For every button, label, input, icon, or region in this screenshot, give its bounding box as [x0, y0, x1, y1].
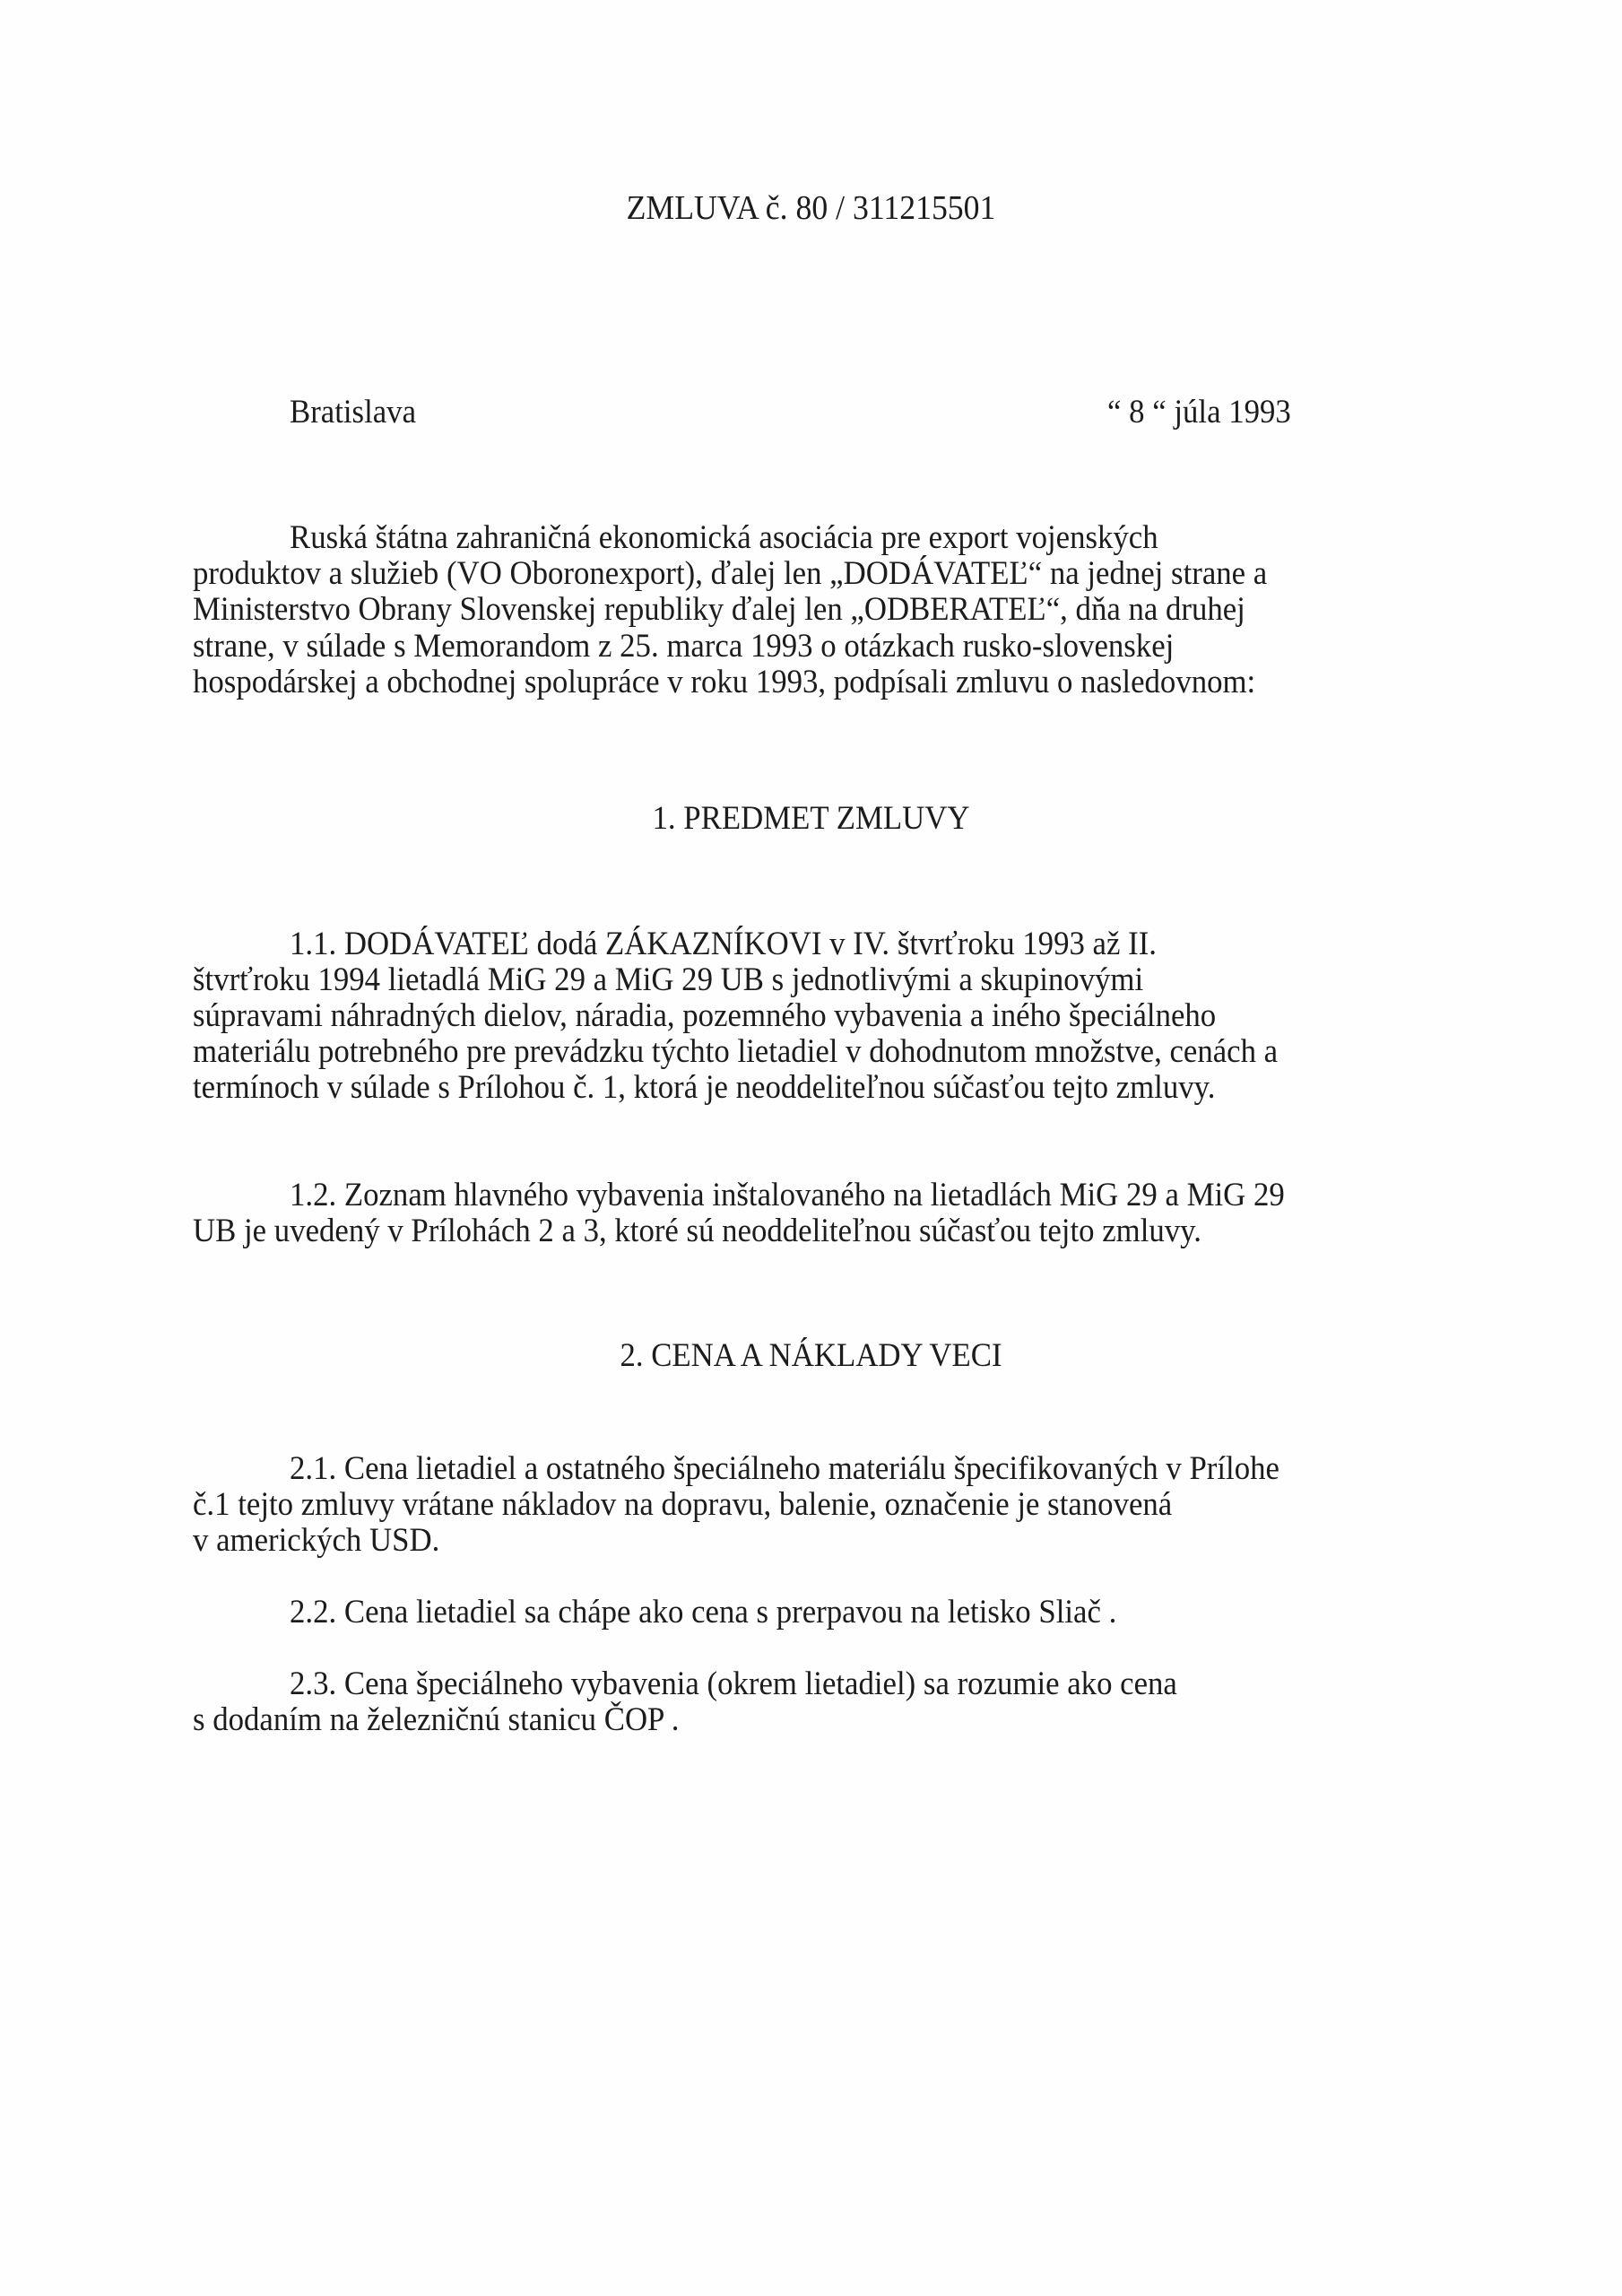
preamble-line: Ministerstvo Obrany Slovenskej republiky ďalej len „ODBERATEĽ“, dňa na druhej — [193, 591, 1245, 628]
clause-line: v amerických USD. — [193, 1522, 440, 1559]
preamble-line: produktov a služieb (VO Oboronexport), ďalej len „DODÁVATEĽ“ na jednej strane a — [193, 555, 1268, 592]
preamble-line: hospodárskej a obchodnej spolupráce v roku 1993, podpísali zmluvu o nasledovnom: — [193, 664, 1256, 700]
clause-line: s dodaním na železničnú stanicu ČOP . — [193, 1701, 680, 1738]
document-title: ZMLUVA č. 80 / 311215501 — [626, 189, 996, 227]
clause-line: UB je uvedený v Prílohách 2 a 3, ktoré sú neoddeliteľnou súčasťou tejto zmluvy. — [193, 1213, 1201, 1249]
clause-line: č.1 tejto zmluvy vrátane nákladov na dopravu, balenie, označenie je stanovená — [193, 1486, 1173, 1523]
clause-line: termínoch v súlade s Prílohou č. 1, ktorá je neoddeliteľnou súčasťou tejto zmluvy. — [193, 1069, 1216, 1106]
preamble-line: Ruská štátna zahraničná ekonomická asociácia pre export vojenských — [290, 519, 1158, 556]
clause-line: 1.2. Zoznam hlavného vybavenia inštalovaného na lietadlách MiG 29 a MiG 29 — [290, 1177, 1285, 1213]
clause-line: 2.3. Cena špeciálneho vybavenia (okrem lietadiel) sa rozumie ako cena — [290, 1665, 1177, 1702]
section-heading-2: 2. CENA A NÁKLADY VECI — [620, 1337, 1002, 1374]
clause-line: 2.1. Cena lietadiel a ostatného špeciálneho materiálu špecifikovaných v Prílohe — [290, 1450, 1279, 1487]
preamble-line: strane, v súlade s Memorandom z 25. marca 1993 o otázkach rusko-slovenskej — [193, 628, 1175, 665]
clause-line: 2.2. Cena lietadiel sa chápe ako cena s prerpavou na letisko Sliač . — [290, 1594, 1117, 1631]
date: “ 8 “ júla 1993 — [1107, 394, 1291, 430]
clause-line: materiálu potrebného pre prevádzku týchto lietadiel v dohodnutom množstve, cenách a — [193, 1033, 1279, 1070]
clause-line: súpravami náhradných dielov, náradia, pozemného vybavenia a iného špeciálneho — [193, 997, 1217, 1034]
place: Bratislava — [290, 394, 417, 430]
section-heading-1: 1. PREDMET ZMLUVY — [652, 800, 970, 837]
clause-line: štvrťroku 1994 lietadlá MiG 29 a MiG 29 UB s jednotlivými a skupinovými — [193, 961, 1144, 998]
clause-line: 1.1. DODÁVATEĽ dodá ZÁKAZNÍKOVI v IV. štvrťroku 1993 až II. — [290, 926, 1157, 962]
